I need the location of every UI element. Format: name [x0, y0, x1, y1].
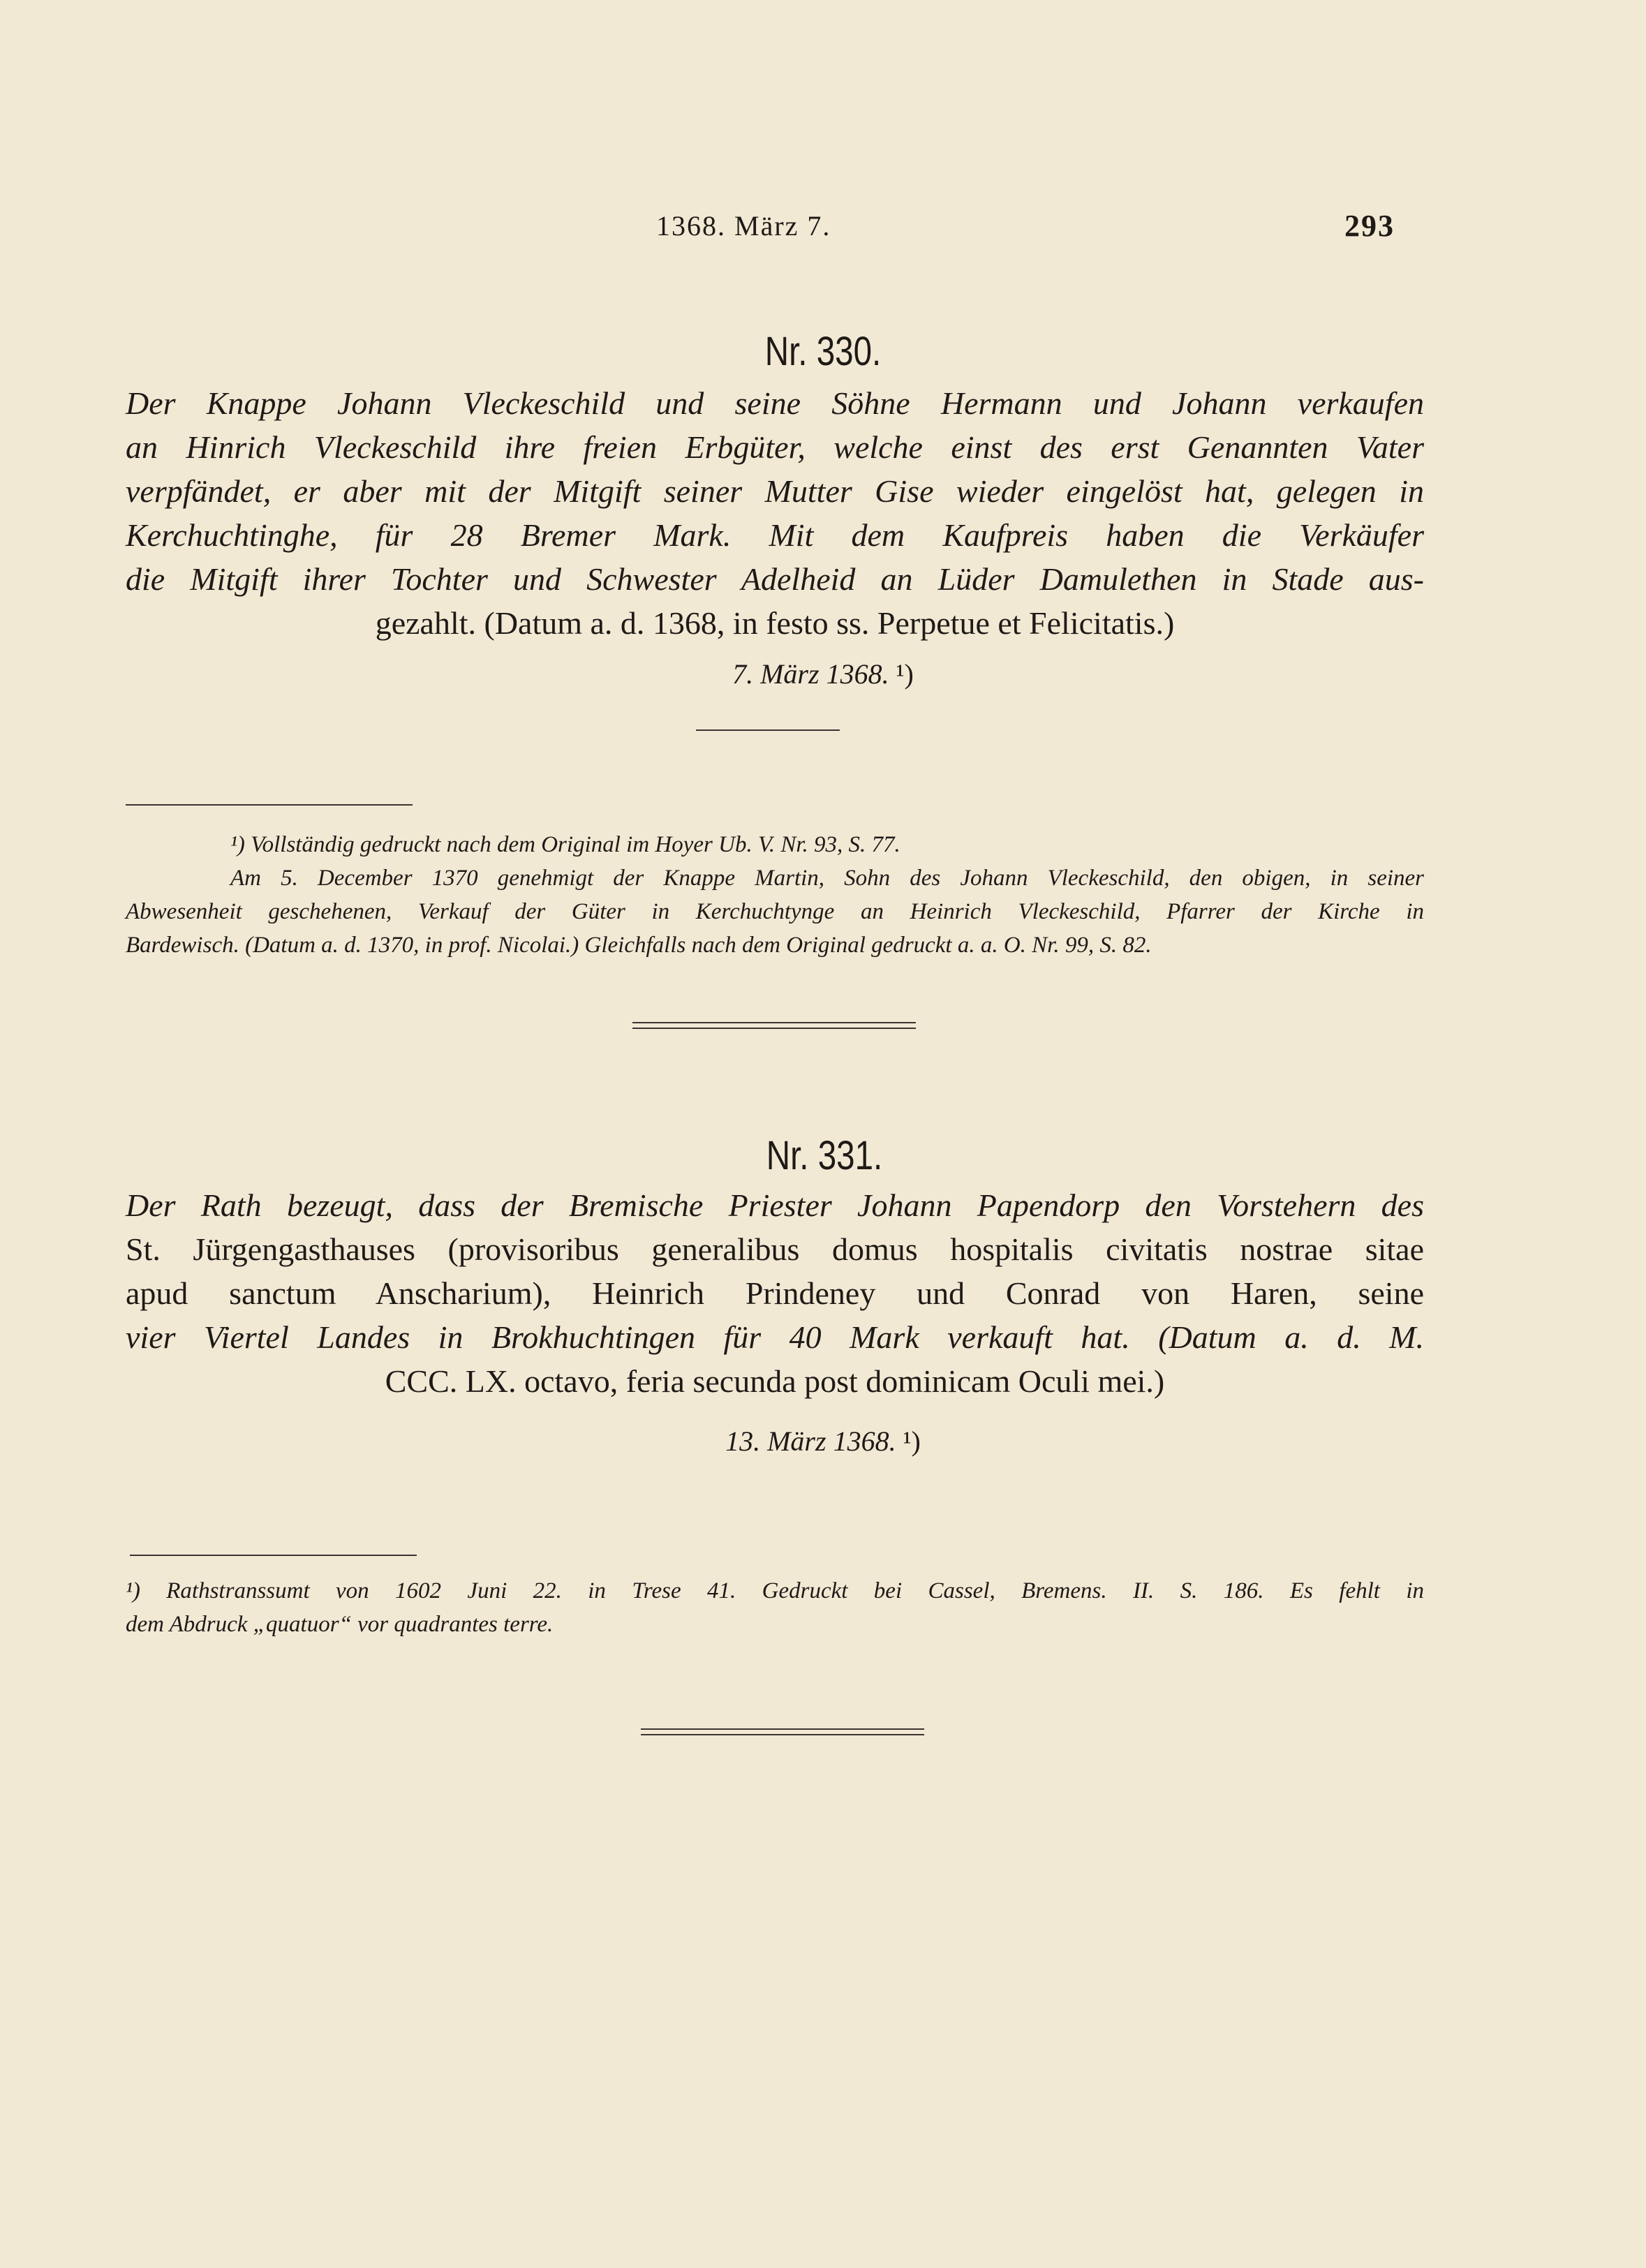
regest-line: apud sanctum Anscharium), Heinrich Prindeney und Conrad von Haren, seine [126, 1275, 1424, 1311]
double-divider [632, 1022, 916, 1029]
footnote-line: Am 5. December 1370 genehmigt der Knappe Martin, Sohn des Johann Vleckeschild, den obigen, in seiner [230, 866, 1424, 891]
date-text: 7. März 1368. [732, 658, 889, 690]
regest-line: CCC. LX. octavo, feria secunda post dominicam Oculi mei.) [385, 1363, 1165, 1399]
regest-line: Der Rath bezeugt, dass der Bremische Priester Johann Papendorp den Vorstehern des [126, 1187, 1424, 1223]
section-rule [696, 729, 840, 731]
regest-line: Kerchuchtinghe, für 28 Bremer Mark. Mit dem Kaufpreis haben die Verkäufer [126, 517, 1424, 553]
regest-line: gezahlt. (Datum a. d. 1368, in festo ss. Perpetue et Felicitatis.) [375, 605, 1175, 641]
running-header-date: 1368. März 7. [656, 210, 831, 242]
regest-line: an Hinrich Vleckeschild ihre freien Erbgüter, welche einst des erst Genannten Vater [126, 429, 1424, 465]
footnote-line: ¹) Rathstranssumt von 1602 Juni 22. in Trese 41. Gedruckt bei Cassel, Bremens. II. S. 186. Es fehlt in [126, 1578, 1424, 1603]
document-number-330: Nr. 330. [764, 329, 882, 374]
footnote-rule [126, 804, 413, 806]
regest-line: die Mitgift ihrer Tochter und Schwester Adelheid an Lüder Damulethen in Stade aus- [126, 561, 1424, 597]
double-divider [641, 1728, 924, 1735]
regest-331 [126, 1183, 1424, 1403]
document-date-331 [0, 1425, 1646, 1458]
footnote-line: dem Abdruck „quatuor“ vor quadrantes terre. [126, 1612, 554, 1637]
document-number-331: Nr. 331. [766, 1133, 883, 1178]
footnote-331 [126, 1574, 1424, 1641]
footnote-line: Bardewisch. (Datum a. d. 1370, in prof. Nicolai.) Gleichfalls nach dem Original gedruckt a. a. O. Nr. 99, S. 82. [126, 933, 1152, 958]
footnote-marker: ¹) [896, 658, 914, 690]
regest-330 [126, 381, 1424, 645]
regest-line: vier Viertel Landes in Brokhuchtingen für 40 Mark verkauft hat. (Datum a. d. M. [126, 1319, 1424, 1355]
regest-line: verpfändet, er aber mit der Mitgift seiner Mutter Gise wieder eingelöst hat, gelegen in [126, 473, 1424, 509]
footnote-330 [126, 828, 1424, 962]
footnote-rule [130, 1555, 417, 1556]
footnote-marker: ¹) [903, 1425, 921, 1457]
date-text: 13. März 1368. [725, 1425, 896, 1457]
regest-line: Der Knappe Johann Vleckeschild und seine Söhne Hermann und Johann verkaufen [126, 385, 1424, 421]
footnote-line: Abwesenheit geschehenen, Verkauf der Güter in Kerchuchtynge an Heinrich Vleckeschild, Pfarrer der Kirche in [126, 899, 1424, 924]
regest-line: St. Jürgengasthauses (provisoribus generalibus domus hospitalis civitatis nostrae sitae [126, 1231, 1424, 1267]
page-number: 293 [1344, 209, 1395, 243]
footnote-line: ¹) Vollständig gedruckt nach dem Original im Hoyer Ub. V. Nr. 93, S. 77. [230, 832, 900, 857]
document-date-330 [0, 658, 1646, 690]
